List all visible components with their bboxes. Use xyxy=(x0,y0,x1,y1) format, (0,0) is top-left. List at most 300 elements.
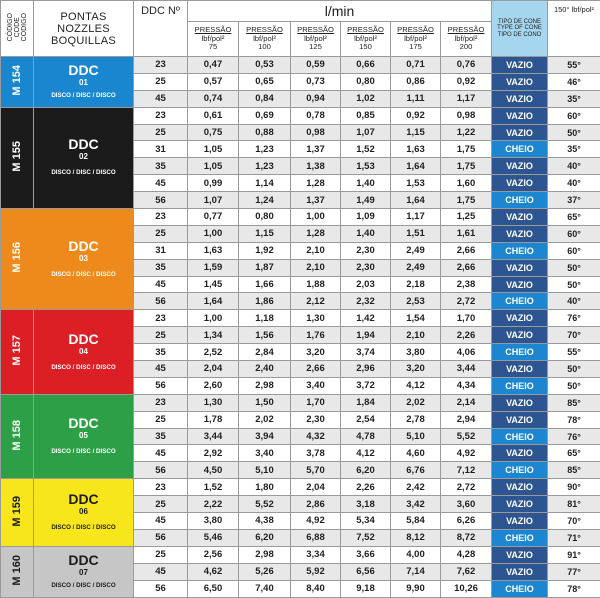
cone-type-badge: CHEIO xyxy=(492,377,548,394)
flow-value-cell: 1,38 xyxy=(291,158,341,175)
flow-value-cell: 2,02 xyxy=(391,394,441,411)
ddc-number-cell: 23 xyxy=(134,479,188,496)
flow-value-cell: 1,23 xyxy=(239,141,291,158)
ddc-number-cell: 56 xyxy=(134,529,188,546)
flow-value-cell: 2,42 xyxy=(391,479,441,496)
flow-value-cell: 2,98 xyxy=(239,377,291,394)
flow-value-cell: 4,92 xyxy=(441,445,492,462)
pressure-header-4 xyxy=(391,22,441,57)
flow-value-cell: 1,30 xyxy=(291,310,341,327)
flow-value-cell: 1,23 xyxy=(239,158,291,175)
nozzle-code-cell xyxy=(1,209,34,310)
spray-angle-cell: 35° xyxy=(548,90,600,107)
spray-angle-cell: 91° xyxy=(548,546,600,563)
nozzle-name-cell xyxy=(34,394,134,478)
cone-type-badge: VAZIO xyxy=(492,73,548,90)
flow-value-cell: 4,78 xyxy=(341,428,391,445)
flow-value-cell: 2,92 xyxy=(188,445,239,462)
flow-unit-header: l/min xyxy=(188,1,492,22)
flow-value-cell: 1,70 xyxy=(441,310,492,327)
flow-value-cell: 2,49 xyxy=(391,242,441,259)
spray-angle-cell: 50° xyxy=(548,259,600,276)
flow-value-cell: 1,61 xyxy=(441,225,492,242)
flow-value-cell: 1,86 xyxy=(239,293,291,310)
flow-value-cell: 5,10 xyxy=(391,428,441,445)
ddc-number-cell: 31 xyxy=(134,141,188,158)
cone-type-badge: VAZIO xyxy=(492,90,548,107)
flow-value-cell: 3,40 xyxy=(239,445,291,462)
flow-value-cell: 1,75 xyxy=(441,192,492,209)
flow-value-cell: 0,80 xyxy=(239,209,291,226)
flow-value-cell: 3,20 xyxy=(391,361,441,378)
flow-value-cell: 1,59 xyxy=(188,259,239,276)
cone-type-badge: CHEIO xyxy=(492,242,548,259)
spray-angle-cell: 70° xyxy=(548,327,600,344)
flow-value-cell: 1,30 xyxy=(188,394,239,411)
pressure-label: PRESSÃO xyxy=(297,25,334,34)
pressure-value: 150 xyxy=(359,42,372,51)
flow-value-cell: 2,72 xyxy=(441,479,492,496)
flow-value-cell: 2,38 xyxy=(441,276,492,293)
nozzle-code: M 156 xyxy=(11,242,23,273)
cone-type-badge: CHEIO xyxy=(492,428,548,445)
cone-type-badge: VAZIO xyxy=(492,276,548,293)
flow-value-cell: 2,10 xyxy=(291,259,341,276)
flow-value-cell: 3,72 xyxy=(341,377,391,394)
flow-value-cell: 3,78 xyxy=(291,445,341,462)
flow-value-cell: 3,94 xyxy=(239,428,291,445)
flow-value-cell: 5,34 xyxy=(341,513,391,530)
cone-type-header xyxy=(492,1,548,57)
ddc-number-cell: 35 xyxy=(134,158,188,175)
pressure-header-5 xyxy=(441,22,492,57)
spray-angle-cell: 85° xyxy=(548,462,600,479)
nozzle-code-cell xyxy=(1,394,34,478)
cone-type-badge: VAZIO xyxy=(492,513,548,530)
cone-type-badge: VAZIO xyxy=(492,361,548,378)
flow-value-cell: 1,52 xyxy=(188,479,239,496)
flow-value-cell: 0,84 xyxy=(239,90,291,107)
flow-value-cell: 7,14 xyxy=(391,563,441,580)
cone-type-badge: CHEIO xyxy=(492,192,548,209)
pressure-value: 125 xyxy=(309,42,322,51)
ddc-number-cell: 45 xyxy=(134,276,188,293)
flow-value-cell: 2,04 xyxy=(188,361,239,378)
nozzle-name: DDC xyxy=(34,553,133,568)
spray-angle-cell: 35° xyxy=(548,141,600,158)
cone-type-badge: VAZIO xyxy=(492,327,548,344)
ddc-number-cell: 45 xyxy=(134,563,188,580)
pressure-header-3 xyxy=(341,22,391,57)
nozzle-subtitle: DISCO / DISC / DISCO xyxy=(34,523,133,533)
flow-value-cell: 2,26 xyxy=(341,479,391,496)
ddc-number-cell: 56 xyxy=(134,462,188,479)
flow-value-cell: 5,46 xyxy=(188,529,239,546)
spray-angle-cell: 55° xyxy=(548,57,600,74)
spray-angle-cell: 60° xyxy=(548,107,600,124)
nozzle-code-cell xyxy=(1,107,34,208)
flow-value-cell: 2,10 xyxy=(391,327,441,344)
flow-value-cell: 0,57 xyxy=(188,73,239,90)
flow-value-cell: 1,07 xyxy=(341,124,391,141)
nozzle-name: DDC xyxy=(34,239,133,254)
flow-value-cell: 1,24 xyxy=(239,192,291,209)
pressure-value: 75 xyxy=(209,42,217,51)
flow-value-cell: 0,47 xyxy=(188,57,239,74)
ddc-number-cell: 56 xyxy=(134,192,188,209)
flow-value-cell: 1,80 xyxy=(239,479,291,496)
flow-value-cell: 5,52 xyxy=(239,496,291,513)
pressure-unit: lbf/pol² xyxy=(404,34,427,43)
spray-angle-cell: 70° xyxy=(548,513,600,530)
flow-value-cell: 1,15 xyxy=(391,124,441,141)
nozzle-code: M 159 xyxy=(11,496,23,527)
spray-angle-cell: 60° xyxy=(548,242,600,259)
flow-value-cell: 0,76 xyxy=(441,57,492,74)
nozzle-number: 05 xyxy=(34,431,133,441)
ddc-number-cell: 35 xyxy=(134,428,188,445)
spray-angle-header: 150° lbf/pol² xyxy=(548,1,600,57)
flow-value-cell: 7,40 xyxy=(239,580,291,597)
cone-type-badge: VAZIO xyxy=(492,124,548,141)
nozzle-code-cell xyxy=(1,546,34,597)
ddc-number-cell: 25 xyxy=(134,411,188,428)
flow-value-cell: 1,34 xyxy=(188,327,239,344)
ddc-number-cell: 23 xyxy=(134,310,188,327)
ddc-number-cell: 25 xyxy=(134,124,188,141)
spray-angle-cell: 76° xyxy=(548,310,600,327)
spray-angle-cell: 50° xyxy=(548,124,600,141)
spray-angle-cell: 40° xyxy=(548,293,600,310)
flow-value-cell: 2,60 xyxy=(188,377,239,394)
flow-value-cell: 0,77 xyxy=(188,209,239,226)
ddc-number-cell: 45 xyxy=(134,175,188,192)
flow-value-cell: 2,14 xyxy=(441,394,492,411)
cone-type-badge: VAZIO xyxy=(492,394,548,411)
flow-value-cell: 1,60 xyxy=(441,175,492,192)
flow-value-cell: 2,96 xyxy=(341,361,391,378)
flow-value-cell: 2,72 xyxy=(441,293,492,310)
flow-value-cell: 0,99 xyxy=(188,175,239,192)
flow-value-cell: 3,44 xyxy=(441,361,492,378)
flow-value-cell: 2,54 xyxy=(341,411,391,428)
flow-value-cell: 9,90 xyxy=(391,580,441,597)
flow-value-cell: 2,30 xyxy=(341,242,391,259)
nozzle-subtitle: DISCO / DISC / DISCO xyxy=(34,270,133,280)
code-header-pt: CÓDIGO xyxy=(7,13,14,41)
pressure-label: PRESSÃO xyxy=(347,25,384,34)
flow-value-cell: 2,02 xyxy=(239,411,291,428)
flow-value-cell: 1,05 xyxy=(188,158,239,175)
nozzle-subtitle: DISCO / DISC / DISCO xyxy=(34,91,133,101)
flow-value-cell: 1,52 xyxy=(341,141,391,158)
ddc-number-cell: 23 xyxy=(134,209,188,226)
flow-value-cell: 2,22 xyxy=(188,496,239,513)
spray-angle-cell: 50° xyxy=(548,361,600,378)
flow-value-cell: 1,92 xyxy=(239,242,291,259)
flow-value-cell: 1,53 xyxy=(341,158,391,175)
flow-value-cell: 6,26 xyxy=(441,513,492,530)
nozzle-name-cell xyxy=(34,546,134,597)
flow-value-cell: 1,45 xyxy=(188,276,239,293)
nozzles-header-pt: PONTAS xyxy=(60,11,106,23)
code-header-es: CÓDIGO xyxy=(21,13,28,41)
flow-value-cell: 1,63 xyxy=(188,242,239,259)
code-column-header xyxy=(1,1,34,57)
pressure-label: PRESSÃO xyxy=(246,25,283,34)
flow-value-cell: 3,74 xyxy=(341,344,391,361)
flow-value-cell: 3,42 xyxy=(391,496,441,513)
cone-type-badge: VAZIO xyxy=(492,259,548,276)
cone-header-pt: TIPO DE CONE xyxy=(498,19,541,25)
flow-value-cell: 3,66 xyxy=(341,546,391,563)
flow-value-cell: 1,64 xyxy=(391,192,441,209)
cone-type-badge: VAZIO xyxy=(492,57,548,74)
flow-value-cell: 5,26 xyxy=(239,563,291,580)
flow-value-cell: 0,69 xyxy=(239,107,291,124)
pressure-header-1 xyxy=(239,22,291,57)
flow-value-cell: 1,50 xyxy=(239,394,291,411)
flow-value-cell: 2,66 xyxy=(441,259,492,276)
pressure-label: PRESSÃO xyxy=(195,25,232,34)
flow-value-cell: 1,05 xyxy=(188,141,239,158)
flow-value-cell: 1,66 xyxy=(239,276,291,293)
flow-value-cell: 0,75 xyxy=(188,124,239,141)
flow-value-cell: 5,84 xyxy=(391,513,441,530)
flow-value-cell: 1,11 xyxy=(391,90,441,107)
cone-type-badge: VAZIO xyxy=(492,563,548,580)
ddc-number-cell: 23 xyxy=(134,107,188,124)
pressure-unit: lbf/pol² xyxy=(304,34,327,43)
flow-value-cell: 3,80 xyxy=(188,513,239,530)
flow-value-cell: 3,44 xyxy=(188,428,239,445)
cone-type-badge: VAZIO xyxy=(492,546,548,563)
table-row xyxy=(1,310,600,327)
flow-value-cell: 2,26 xyxy=(441,327,492,344)
flow-value-cell: 0,78 xyxy=(291,107,341,124)
flow-value-cell: 8,12 xyxy=(391,529,441,546)
nozzle-number: 01 xyxy=(34,78,133,88)
pressure-unit: lbf/pol² xyxy=(253,34,276,43)
pressure-unit: lbf/pol² xyxy=(202,34,225,43)
table-row xyxy=(1,107,600,124)
nozzle-name: DDC xyxy=(34,492,133,507)
flow-value-cell: 1,51 xyxy=(391,225,441,242)
pressure-unit: lbf/pol² xyxy=(354,34,377,43)
nozzle-name: DDC xyxy=(34,137,133,152)
flow-value-cell: 0,59 xyxy=(291,57,341,74)
nozzle-number: 02 xyxy=(34,152,133,162)
nozzle-number: 03 xyxy=(34,254,133,264)
flow-value-cell: 8,72 xyxy=(441,529,492,546)
flow-value-cell: 6,88 xyxy=(291,529,341,546)
flow-value-cell: 0,94 xyxy=(291,90,341,107)
spray-angle-cell: 90° xyxy=(548,479,600,496)
flow-value-cell: 0,80 xyxy=(341,73,391,90)
flow-value-cell: 1,09 xyxy=(341,209,391,226)
spray-angle-cell: 65° xyxy=(548,209,600,226)
code-header-en: CODE xyxy=(14,17,21,37)
cone-type-badge: CHEIO xyxy=(492,141,548,158)
spray-angle-cell: 55° xyxy=(548,344,600,361)
flow-value-cell: 1,70 xyxy=(291,394,341,411)
flow-value-cell: 4,34 xyxy=(441,377,492,394)
nozzle-code: M 154 xyxy=(11,65,23,96)
flow-value-cell: 2,30 xyxy=(341,259,391,276)
flow-value-cell: 2,94 xyxy=(441,411,492,428)
flow-value-cell: 4,50 xyxy=(188,462,239,479)
flow-value-cell: 1,18 xyxy=(239,310,291,327)
spray-angle-cell: 78° xyxy=(548,411,600,428)
ddc-number-cell: 45 xyxy=(134,513,188,530)
flow-value-cell: 0,71 xyxy=(391,57,441,74)
cone-type-badge: CHEIO xyxy=(492,462,548,479)
ddc-number-cell: 25 xyxy=(134,496,188,513)
flow-value-cell: 1,75 xyxy=(441,158,492,175)
flow-value-cell: 1,75 xyxy=(441,141,492,158)
flow-value-cell: 3,80 xyxy=(391,344,441,361)
nozzle-code: M 160 xyxy=(11,555,23,586)
flow-value-cell: 2,49 xyxy=(391,259,441,276)
flow-value-cell: 6,50 xyxy=(188,580,239,597)
flow-value-cell: 2,32 xyxy=(341,293,391,310)
nozzles-column-header xyxy=(34,1,134,57)
spray-angle-cell: 60° xyxy=(548,225,600,242)
flow-value-cell: 5,70 xyxy=(291,462,341,479)
spray-angle-cell: 85° xyxy=(548,394,600,411)
flow-value-cell: 1,00 xyxy=(188,310,239,327)
flow-value-cell: 4,00 xyxy=(391,546,441,563)
flow-value-cell: 0,86 xyxy=(391,73,441,90)
flow-value-cell: 0,73 xyxy=(291,73,341,90)
flow-value-cell: 1,76 xyxy=(291,327,341,344)
ddc-number-cell: 31 xyxy=(134,242,188,259)
flow-value-cell: 8,40 xyxy=(291,580,341,597)
flow-value-cell: 1,49 xyxy=(341,192,391,209)
flow-value-cell: 2,86 xyxy=(291,496,341,513)
flow-value-cell: 1,53 xyxy=(391,175,441,192)
flow-value-cell: 6,56 xyxy=(341,563,391,580)
flow-value-cell: 1,84 xyxy=(341,394,391,411)
ddc-number-cell: 45 xyxy=(134,90,188,107)
cone-type-badge: VAZIO xyxy=(492,310,548,327)
nozzle-code: M 157 xyxy=(11,335,23,366)
flow-value-cell: 1,17 xyxy=(391,209,441,226)
flow-value-cell: 1,28 xyxy=(291,225,341,242)
ddc-number-header: DDC Nº xyxy=(134,1,188,57)
flow-value-cell: 1,17 xyxy=(441,90,492,107)
cone-header-es: TIPO DE CONO xyxy=(498,32,542,38)
spray-angle-cell: 76° xyxy=(548,428,600,445)
flow-value-cell: 3,40 xyxy=(291,377,341,394)
ddc-number-cell: 25 xyxy=(134,327,188,344)
table-row xyxy=(1,209,600,226)
flow-value-cell: 2,52 xyxy=(188,344,239,361)
ddc-number-cell: 45 xyxy=(134,445,188,462)
table-row xyxy=(1,394,600,411)
flow-value-cell: 1,88 xyxy=(291,276,341,293)
flow-value-cell: 3,34 xyxy=(291,546,341,563)
flow-value-cell: 1,37 xyxy=(291,141,341,158)
flow-value-cell: 2,04 xyxy=(291,479,341,496)
pressure-unit: lbf/pol² xyxy=(455,34,478,43)
flow-value-cell: 2,66 xyxy=(291,361,341,378)
flow-value-cell: 4,38 xyxy=(239,513,291,530)
flow-value-cell: 1,22 xyxy=(441,124,492,141)
nozzle-code: M 155 xyxy=(11,141,23,172)
flow-value-cell: 4,12 xyxy=(341,445,391,462)
nozzle-number: 07 xyxy=(34,568,133,578)
ddc-number-cell: 23 xyxy=(134,57,188,74)
flow-value-cell: 9,18 xyxy=(341,580,391,597)
spray-angle-cell: 50° xyxy=(548,276,600,293)
ddc-number-cell: 56 xyxy=(134,580,188,597)
flow-value-cell: 2,56 xyxy=(188,546,239,563)
flow-value-cell: 2,78 xyxy=(391,411,441,428)
pressure-label: PRESSÃO xyxy=(448,25,485,34)
table-row xyxy=(1,479,600,496)
flow-value-cell: 1,87 xyxy=(239,259,291,276)
flow-value-cell: 2,84 xyxy=(239,344,291,361)
flow-value-cell: 0,92 xyxy=(391,107,441,124)
nozzles-header-en: NOZZLES xyxy=(57,23,110,35)
flow-value-cell: 4,12 xyxy=(391,377,441,394)
cone-type-badge: VAZIO xyxy=(492,158,548,175)
spray-angle-cell: 78° xyxy=(548,580,600,597)
spray-angle-cell: 46° xyxy=(548,73,600,90)
nozzle-subtitle: DISCO / DISC / DISCO xyxy=(34,447,133,457)
flow-value-cell: 1,56 xyxy=(239,327,291,344)
nozzle-name-cell xyxy=(34,209,134,310)
flow-value-cell: 3,18 xyxy=(341,496,391,513)
nozzle-subtitle: DISCO / DISC / DISCO xyxy=(34,168,133,178)
flow-value-cell: 0,61 xyxy=(188,107,239,124)
flow-value-cell: 3,60 xyxy=(441,496,492,513)
flow-value-cell: 1,14 xyxy=(239,175,291,192)
cone-type-badge: VAZIO xyxy=(492,107,548,124)
flow-value-cell: 4,62 xyxy=(188,563,239,580)
flow-value-cell: 1,54 xyxy=(391,310,441,327)
flow-value-cell: 1,42 xyxy=(341,310,391,327)
pressure-header-0 xyxy=(188,22,239,57)
flow-value-cell: 7,62 xyxy=(441,563,492,580)
flow-value-cell: 2,40 xyxy=(239,361,291,378)
flow-value-cell: 2,12 xyxy=(291,293,341,310)
table-row xyxy=(1,546,600,563)
spray-angle-cell: 50° xyxy=(548,377,600,394)
nozzle-code-cell xyxy=(1,57,34,108)
cone-type-badge: VAZIO xyxy=(492,209,548,226)
spray-angle-cell: 71° xyxy=(548,529,600,546)
nozzle-subtitle: DISCO / DISC / DISCO xyxy=(34,363,133,373)
spray-angle-cell: 77° xyxy=(548,563,600,580)
nozzle-name: DDC xyxy=(34,416,133,431)
flow-value-cell: 4,92 xyxy=(291,513,341,530)
cone-type-badge: VAZIO xyxy=(492,225,548,242)
pressure-value: 175 xyxy=(409,42,422,51)
nozzle-name: DDC xyxy=(34,63,133,78)
ddc-number-cell: 25 xyxy=(134,225,188,242)
flow-value-cell: 1,37 xyxy=(291,192,341,209)
cone-type-badge: CHEIO xyxy=(492,529,548,546)
cone-type-badge: CHEIO xyxy=(492,580,548,597)
ddc-number-cell: 23 xyxy=(134,394,188,411)
flow-value-cell: 0,98 xyxy=(441,107,492,124)
flow-value-cell: 6,20 xyxy=(341,462,391,479)
pressure-label: PRESSÃO xyxy=(397,25,434,34)
cone-header-en: TYPE OF CONE xyxy=(497,25,542,31)
cone-type-badge: CHEIO xyxy=(492,344,548,361)
